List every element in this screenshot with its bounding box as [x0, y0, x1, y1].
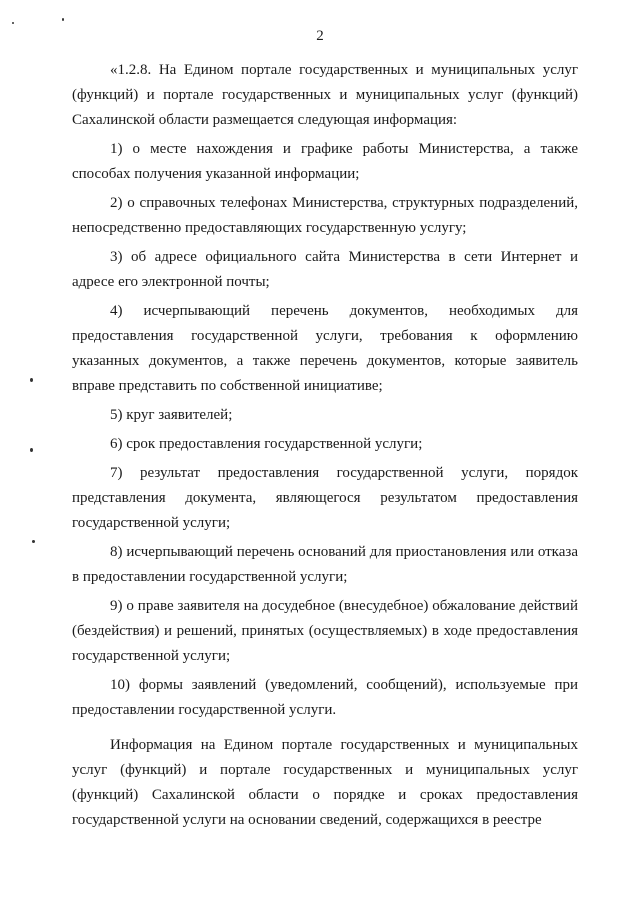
list-item-2: 2) о справочных телефонах Министерства, структурных подразделений, непосредственно предоставляющих государственную услугу; [72, 195, 578, 236]
page-number: 2 [316, 28, 324, 44]
list-item-9: 9) о праве заявителя на досудебное (внесудебное) обжалование действий (бездействия) и решений, принятых (осуществляемых) в ходе предоставления государственной услуги; [72, 598, 578, 664]
scan-speck [62, 18, 64, 21]
scan-speck [30, 378, 33, 382]
paragraph-intro: «1.2.8. На Едином портале государственных и муниципальных услуг (функций) и портале государственных и муниципальных услуг (функций) Сахалинской области размещается следующая информация: [72, 62, 578, 128]
list-item-4: 4) исчерпывающий перечень документов, необходимых для предоставления государственной услуги, требования к оформлению указанных документов, а также перечень документов, которые заявитель вправе представить по собственной инициативе; [72, 303, 578, 394]
list-item-10: 10) формы заявлений (уведомлений, сообщений), используемые при предоставлении государственной услуги. [72, 677, 578, 718]
scan-speck [12, 22, 14, 24]
document-body [72, 58, 578, 833]
paragraph-information: Информация на Едином портале государственных и муниципальных услуг (функций) и портале государственных и муниципальных услуг (функций) Сахалинской области о порядке и сроках предоставления государственной услуги на основании сведений, содержащихся в реестре [72, 737, 578, 828]
list-item-5: 5) круг заявителей; [110, 407, 233, 423]
scan-speck [30, 448, 33, 452]
list-item-1: 1) о месте нахождения и графике работы Министерства, а также способах получения указанной информации; [72, 141, 578, 182]
list-item-8: 8) исчерпывающий перечень оснований для приостановления или отказа в предоставлении государственной услуги; [72, 544, 578, 585]
list-item-6: 6) срок предоставления государственной услуги; [110, 436, 423, 452]
scan-speck [32, 540, 35, 543]
list-item-3: 3) об адресе официального сайта Министерства в сети Интернет и адресе его электронной почты; [72, 249, 578, 290]
list-item-7: 7) результат предоставления государственной услуги, порядок представления документа, являющегося результатом предоставления государственной услуги; [72, 465, 578, 531]
